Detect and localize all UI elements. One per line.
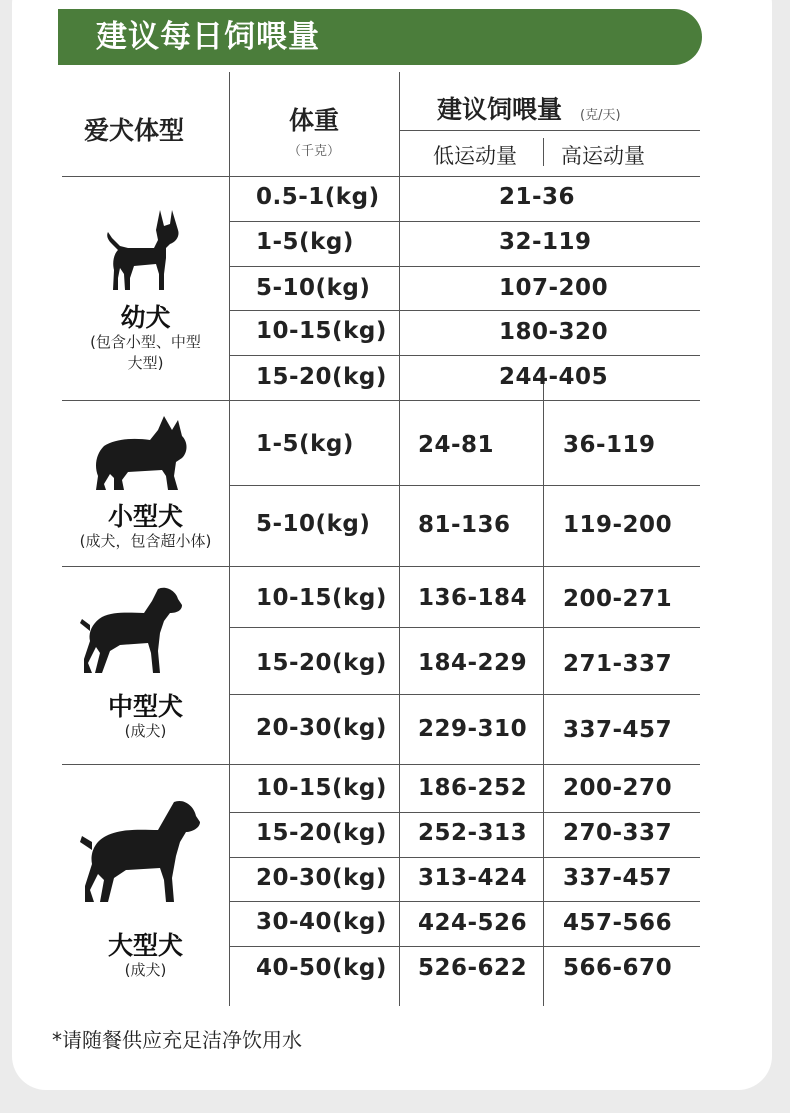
- column-divider: [399, 72, 400, 1006]
- group-name-puppy: 幼犬: [120, 303, 171, 332]
- low-amount-cell: 186-252: [418, 775, 528, 801]
- weight-cell: 20-30(kg): [256, 865, 387, 891]
- weight-cell: 20-30(kg): [256, 715, 387, 741]
- group-name-large: 大型犬: [107, 931, 183, 960]
- amount-cell: 32-119: [499, 229, 592, 255]
- weight-cell: 10-15(kg): [256, 318, 387, 344]
- weight-cell: 1-5(kg): [256, 431, 354, 457]
- weight-cell: 40-50(kg): [256, 955, 387, 981]
- group-note-puppy: (包含小型、中型: [90, 333, 201, 351]
- row-divider: [229, 266, 700, 267]
- weight-cell: 1-5(kg): [256, 229, 354, 255]
- amount-cell: 107-200: [499, 275, 609, 301]
- weight-cell: 5-10(kg): [256, 275, 371, 301]
- medium-dog-icon: [80, 585, 184, 677]
- high-amount-cell: 337-457: [563, 865, 673, 891]
- header-weight: 体重: [288, 106, 339, 135]
- header-amount: 建议饲喂量: [437, 95, 563, 124]
- column-divider: [543, 378, 544, 1006]
- header-weight-unit: （千克）: [287, 144, 340, 159]
- row-divider: [229, 946, 700, 947]
- high-amount-cell: 566-670: [563, 955, 673, 981]
- weight-cell: 10-15(kg): [256, 585, 387, 611]
- low-amount-cell: 252-313: [418, 820, 528, 846]
- column-divider: [229, 72, 230, 1006]
- row-divider: [62, 764, 700, 765]
- row-divider: [229, 355, 700, 356]
- weight-cell: 0.5-1(kg): [256, 184, 380, 210]
- row-divider: [229, 901, 700, 902]
- amount-cell: 21-36: [499, 184, 576, 210]
- weight-cell: 15-20(kg): [256, 364, 387, 390]
- header-high-activity: 高运动量: [561, 144, 645, 168]
- weight-cell: 15-20(kg): [256, 820, 387, 846]
- low-amount-cell: 24-81: [418, 432, 495, 458]
- weight-cell: 15-20(kg): [256, 650, 387, 676]
- low-amount-cell: 136-184: [418, 585, 528, 611]
- row-divider: [229, 812, 700, 813]
- header-divider: [399, 130, 700, 131]
- row-divider: [229, 485, 700, 486]
- row-divider: [62, 400, 700, 401]
- row-divider: [62, 566, 700, 567]
- weight-cell: 10-15(kg): [256, 775, 387, 801]
- high-amount-cell: 271-337: [563, 651, 673, 677]
- high-amount-cell: 270-337: [563, 820, 673, 846]
- group-note-medium: (成犬): [124, 722, 167, 740]
- low-amount-cell: 81-136: [418, 512, 511, 538]
- subheader-divider: [543, 138, 544, 166]
- header-size: 爱犬体型: [84, 116, 185, 145]
- header-low-activity: 低运动量: [433, 144, 517, 168]
- low-amount-cell: 424-526: [418, 910, 528, 936]
- high-amount-cell: 200-271: [563, 586, 673, 612]
- amount-cell: 244-405: [499, 364, 609, 390]
- low-amount-cell: 229-310: [418, 716, 528, 742]
- low-amount-cell: 313-424: [418, 865, 528, 891]
- row-divider: [229, 221, 700, 222]
- footnote: *请随餐供应充足洁净饮用水: [52, 1028, 302, 1052]
- high-amount-cell: 119-200: [563, 512, 673, 538]
- amount-cell: 180-320: [499, 319, 609, 345]
- row-divider: [229, 310, 700, 311]
- chihuahua-icon: [104, 208, 184, 294]
- row-divider: [229, 627, 700, 628]
- header-amount-unit: (克/天): [580, 108, 621, 123]
- group-note-small: (成犬，包含超小体): [79, 532, 212, 550]
- group-name-medium: 中型犬: [107, 692, 183, 721]
- bulldog-icon: [92, 414, 190, 492]
- weight-cell: 5-10(kg): [256, 511, 371, 537]
- high-amount-cell: 200-270: [563, 775, 673, 801]
- weight-cell: 30-40(kg): [256, 909, 387, 935]
- group-note-large: (成犬): [124, 961, 167, 979]
- row-divider: [62, 176, 700, 177]
- high-amount-cell: 457-566: [563, 910, 673, 936]
- high-amount-cell: 36-119: [563, 432, 656, 458]
- high-amount-cell: 337-457: [563, 717, 673, 743]
- group-note-puppy: 大型): [127, 354, 164, 372]
- group-name-small: 小型犬: [107, 502, 183, 531]
- page-title: 建议每日饲喂量: [96, 19, 320, 55]
- row-divider: [229, 857, 700, 858]
- large-dog-icon: [80, 798, 202, 906]
- row-divider: [229, 694, 700, 695]
- low-amount-cell: 184-229: [418, 650, 528, 676]
- low-amount-cell: 526-622: [418, 955, 528, 981]
